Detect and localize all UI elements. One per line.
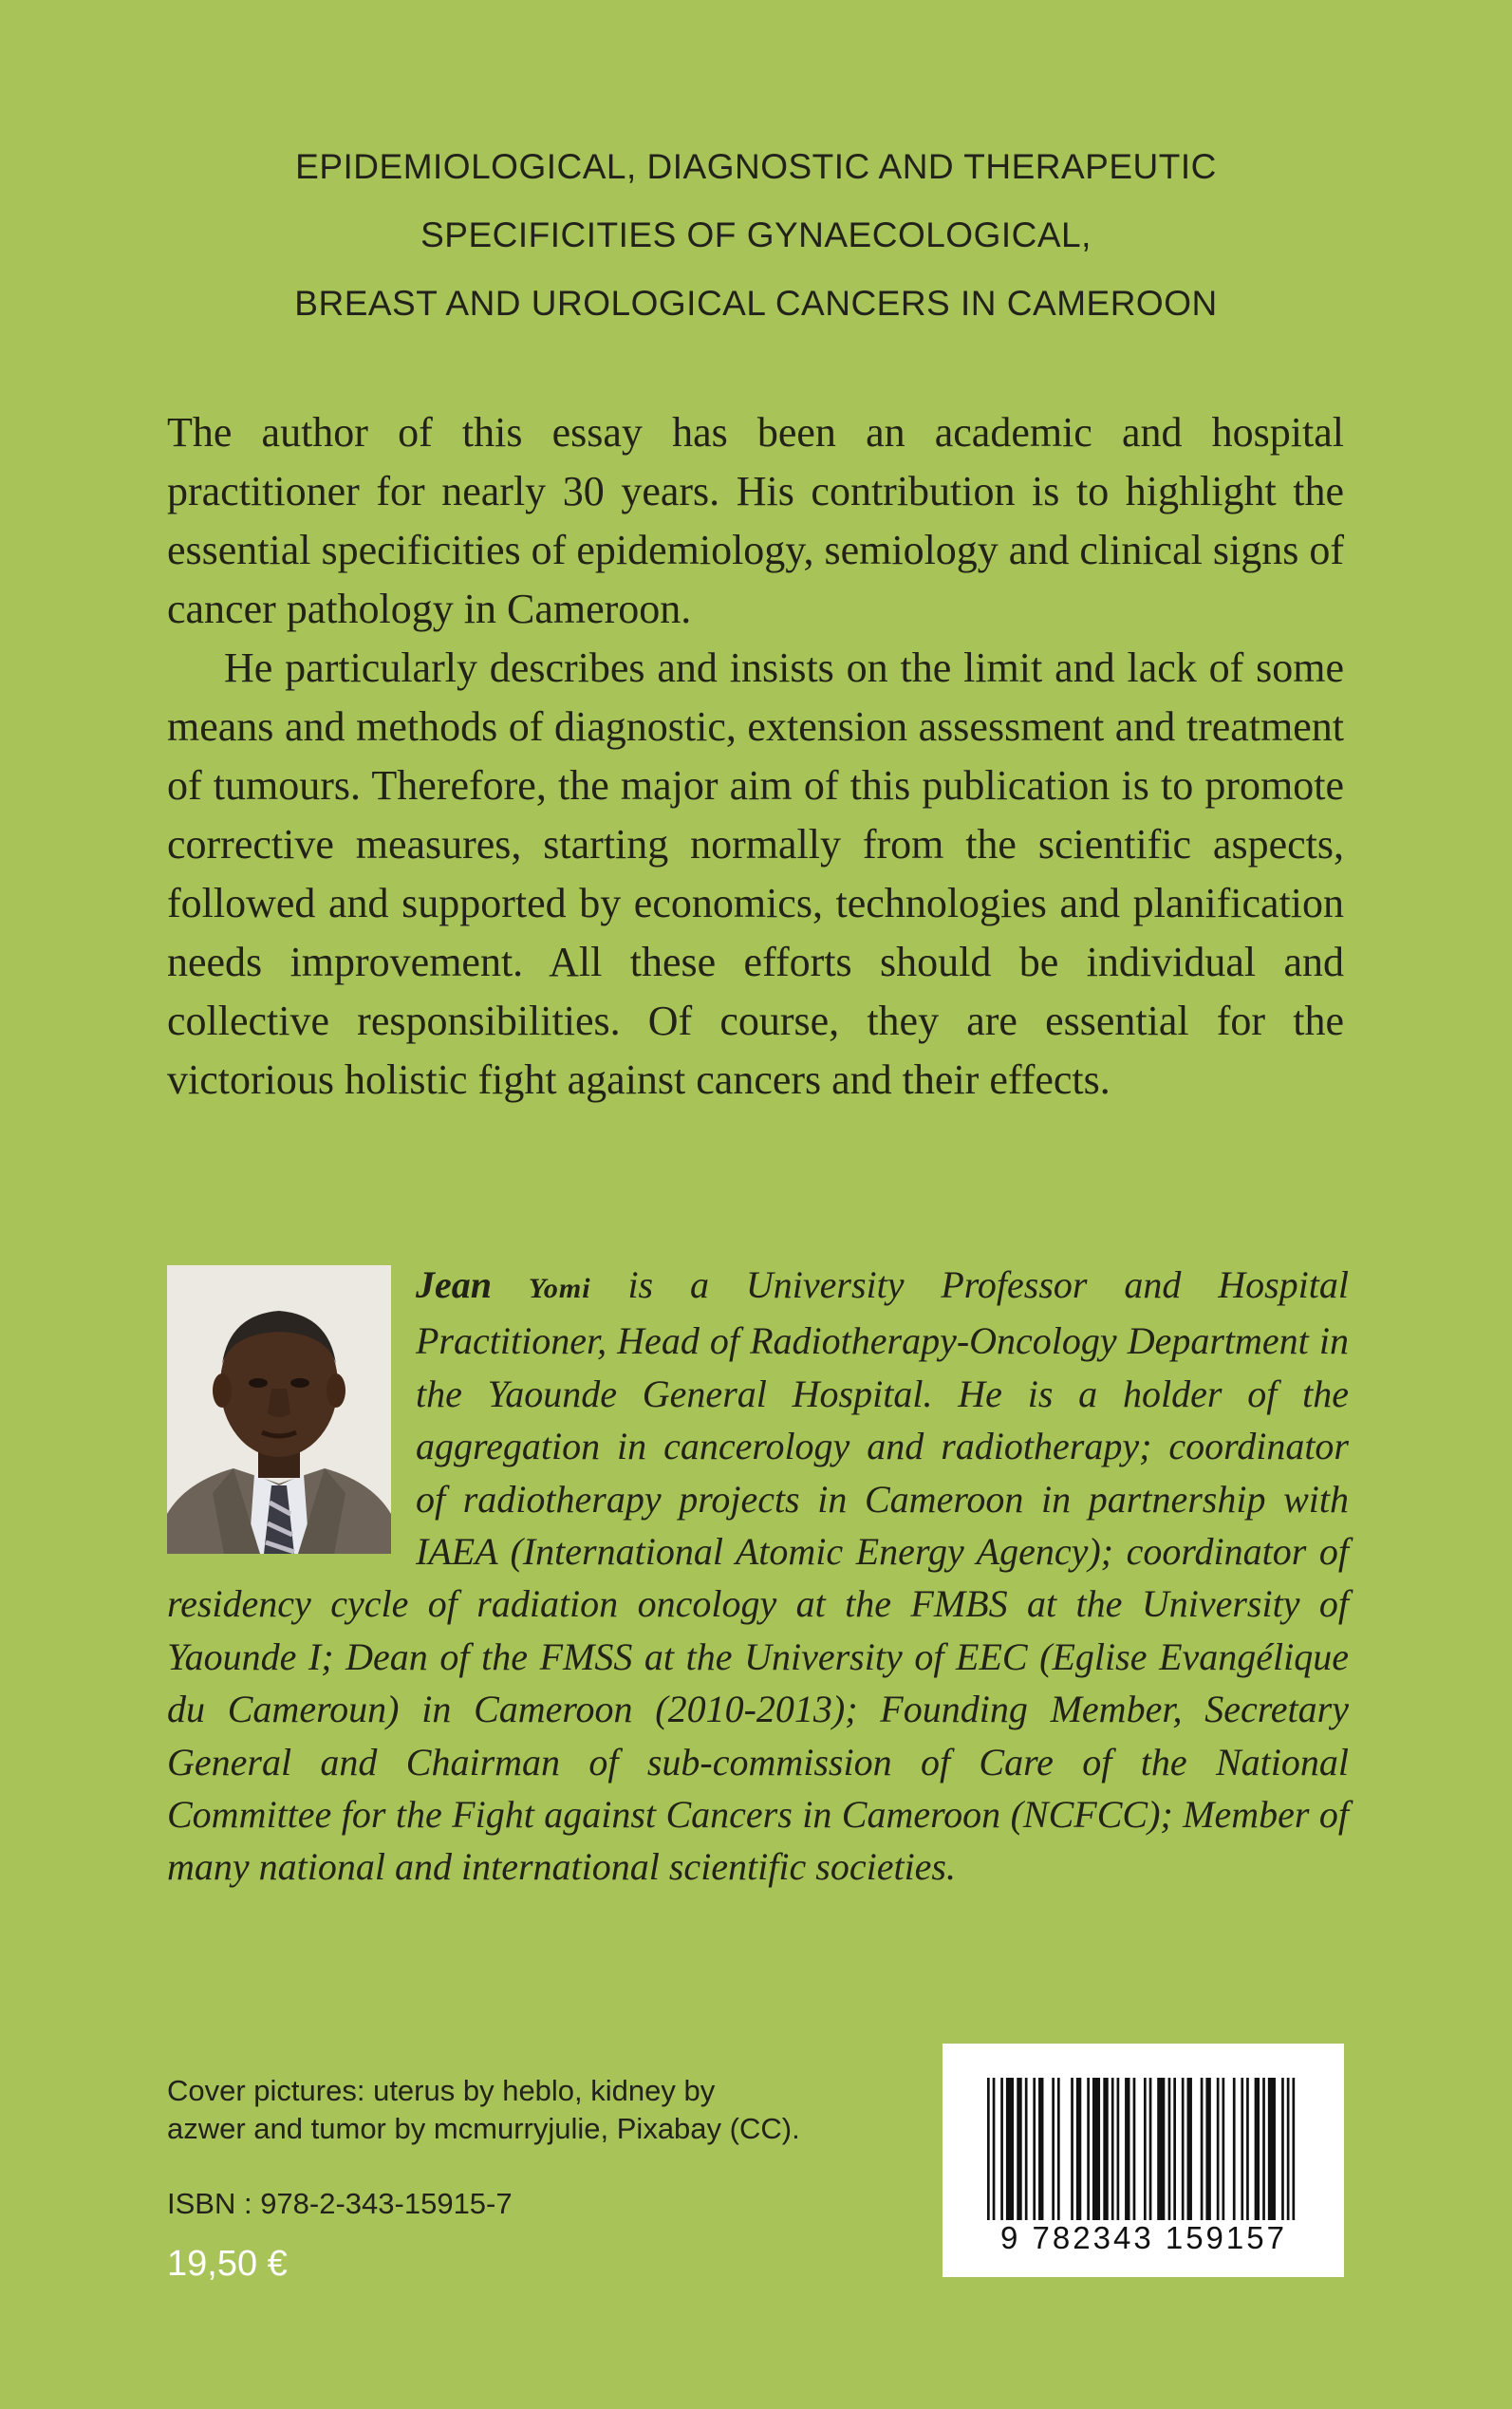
- barcode-bar: [1033, 2078, 1036, 2220]
- barcode-bar: [1217, 2078, 1220, 2220]
- barcode-bar: [1287, 2078, 1290, 2220]
- barcode-bar: [1038, 2078, 1043, 2220]
- barcode-bar: [1201, 2078, 1204, 2220]
- barcode-bar: [1173, 2078, 1176, 2220]
- barcode-bars: [987, 2078, 1300, 2220]
- book-summary: [167, 403, 1344, 1110]
- cover-credits: [167, 2072, 926, 2148]
- title-line-2: SPECIFICITIES OF GYNAECOLOGICAL,: [420, 215, 1092, 254]
- barcode-bar: [1157, 2078, 1165, 2220]
- author-name: Jean Yomi: [416, 1263, 591, 1306]
- cover-credits-line-1: Cover pictures: uterus by heblo, kidney by: [167, 2074, 716, 2107]
- barcode-bar: [1205, 2078, 1210, 2220]
- barcode-bar: [993, 2078, 996, 2220]
- barcode-bar: [1182, 2078, 1185, 2220]
- barcode-bar: [1187, 2078, 1192, 2220]
- barcode-bar: [1025, 2078, 1028, 2220]
- barcode-bar: [1133, 2078, 1136, 2220]
- barcode-bar: [1092, 2078, 1100, 2220]
- author-bio-text: is a University Professor and Hospital Practitioner, Head of Radiotherapy-Oncology Department in the Yaounde General Hospital. He is a holder of the aggregation in cancerology and radiotherapy; coordinator of radiotherapy projects in Cameroon in partnership with IAEA (International Atomic Energy Agency); coordinator of residency cycle of radiation oncology at the FMBS at the University of Yaounde I; Dean of the FMSS at the University of EEC (Eglise Evangélique du Cameroun) in Cameroon (2010-2013); Founding Member, Secretary General and Chairman of sub-commission of Care of the National Committee for the Fight against Cancers in Cameroon (NCFCC); Member of many national and international scientific societies.: [167, 1263, 1350, 1889]
- summary-paragraph-2: He particularly describes and insists on the limit and lack of some means and methods of diagnostic, extension assessment and treatment of tumours. Therefore, the major aim of this publication is to promote corrective measures, starting normally from the scientific aspects, followed and supported by economics, technologies and planification needs improvement. All these efforts should be individual and collective responsibilities. Of course, they are essential for the victorious holistic fight against cancers and their effects.: [167, 644, 1344, 1103]
- barcode-bar: [1223, 2078, 1225, 2220]
- barcode-bar: [1241, 2078, 1243, 2220]
- summary-paragraph-1: The author of this essay has been an academic and hospital practitioner for nearly 30 years. His contribution is to highlight the essential specificities of epidemiology, semiology and clinical signs of cancer pathology in Cameroon.: [167, 409, 1344, 632]
- author-surname: Yomi: [528, 1273, 591, 1304]
- barcode: [943, 2044, 1344, 2277]
- barcode-bar: [1052, 2078, 1055, 2220]
- barcode-bar: [1233, 2078, 1236, 2220]
- barcode-bar: [1057, 2078, 1060, 2220]
- barcode-bar: [1076, 2078, 1081, 2220]
- barcode-bar: [1117, 2078, 1120, 2220]
- barcode-bar: [1268, 2078, 1276, 2220]
- book-title: [161, 133, 1351, 338]
- barcode-bar: [1017, 2078, 1021, 2220]
- isbn: ISBN : 978-2-343-15915-7: [167, 2187, 513, 2220]
- barcode-bar: [1262, 2078, 1265, 2220]
- barcode-bar: [1071, 2078, 1073, 2220]
- barcode-bar: [1125, 2078, 1129, 2220]
- barcode-bar: [1103, 2078, 1108, 2220]
- photo-spacer: [167, 1259, 416, 1568]
- cover-credits-line-2: azwer and tumor by mcmurryjulie, Pixabay (CC).: [167, 2112, 800, 2145]
- barcode-bar: [1246, 2078, 1249, 2220]
- title-line-3: BREAST AND UROLOGICAL CANCERS IN CAMEROON: [294, 284, 1218, 323]
- barcode-bar: [1144, 2078, 1147, 2220]
- barcode-bar: [1006, 2078, 1014, 2220]
- barcode-bar: [1111, 2078, 1114, 2220]
- barcode-bar: [1281, 2078, 1284, 2220]
- barcode-bar: [1292, 2078, 1295, 2220]
- author-bio: [167, 1259, 1349, 1894]
- barcode-bar: [987, 2078, 990, 2220]
- barcode-bar: [1255, 2078, 1260, 2220]
- price: 19,50 €: [167, 2244, 288, 2284]
- barcode-number: 9 782343 159157: [1000, 2220, 1287, 2255]
- barcode-bar: [1087, 2078, 1090, 2220]
- barcode-bar: [1168, 2078, 1171, 2220]
- barcode-bar: [1149, 2078, 1152, 2220]
- title-line-1: EPIDEMIOLOGICAL, DIAGNOSTIC AND THERAPEUTIC: [295, 147, 1217, 186]
- barcode-bar: [1000, 2078, 1003, 2220]
